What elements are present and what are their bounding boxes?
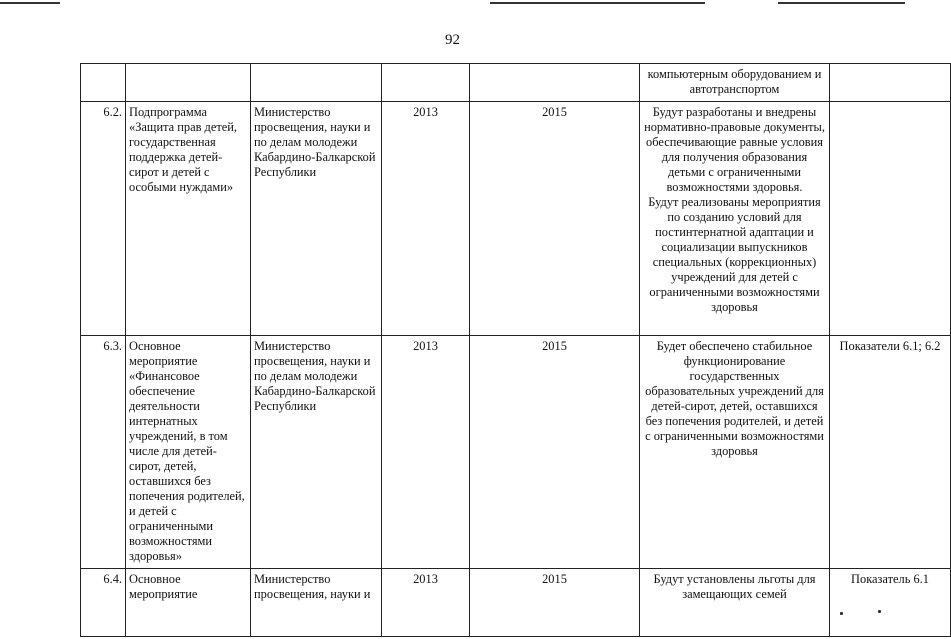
expected-result	[640, 336, 830, 569]
end-year: 2015	[470, 336, 640, 569]
result-paragraph: Будут реализованы мероприятия по созданию условий для постинтернатной адаптации и социализации выпускников специальных (коррекционных) учреждений для детей с ограниченными возможностями здоровья	[648, 195, 821, 314]
table-row	[81, 336, 951, 569]
expected-result	[640, 102, 830, 336]
top-rule-right	[778, 2, 905, 4]
start-year: 2013	[382, 102, 470, 336]
result-paragraph: Будут установлены льготы для замещающих семей	[653, 572, 816, 601]
row-number: 6.3.	[81, 336, 126, 569]
result-paragraph: Будут разработаны и внедрены нормативно-правовые документы, обеспечивающие равные условия для получения образования детьми с ограниченными возможностями здоровья.	[644, 105, 825, 194]
top-rule-middle	[490, 2, 705, 4]
page-number: 92	[445, 32, 460, 48]
expected-result	[640, 64, 830, 102]
activity-name: Подпрограмма «Защита прав детей, государственная поддержка детей-сирот и детей с особыми нуждами»	[126, 102, 251, 336]
end-year: 2015	[470, 569, 640, 637]
program-table	[80, 63, 951, 637]
expected-result	[640, 569, 830, 637]
end-year: 2015	[470, 102, 640, 336]
start-year: 2013	[382, 336, 470, 569]
activity-name: Основное мероприятие «Финансовое обеспечение деятельности интернатных учреждений, в том числе для детей-сирот, детей, оставшихся без попечения родителей, и детей с ограниченными возможностями здоровья»	[126, 336, 251, 569]
top-rule-left	[0, 2, 60, 4]
result-paragraph: Будет обеспечено стабильное функционирование государственных образовательных учреждений для детей-сирот, детей, оставшихся без попечения родителей, и детей с ограниченными возможностями здоровья	[645, 339, 824, 458]
table-row	[81, 569, 951, 637]
end-year	[470, 64, 640, 102]
result-paragraph: компьютерным оборудованием и автотранспортом	[647, 67, 822, 96]
start-year	[382, 64, 470, 102]
scan-speck	[878, 610, 881, 613]
row-number: 6.4.	[81, 569, 126, 637]
table-row	[81, 102, 951, 336]
executor: Министерство просвещения, науки и по делам молодежи Кабардино-Балкарской Республики	[251, 102, 382, 336]
activity-name: Основное мероприятие	[126, 569, 251, 637]
indicator	[830, 102, 951, 336]
indicator: Показатель 6.1	[830, 569, 951, 637]
executor	[251, 64, 382, 102]
start-year: 2013	[382, 569, 470, 637]
activity-name	[126, 64, 251, 102]
indicator	[830, 64, 951, 102]
indicator: Показатели 6.1; 6.2	[830, 336, 951, 569]
row-number	[81, 64, 126, 102]
executor: Министерство просвещения, науки и	[251, 569, 382, 637]
table-row	[81, 64, 951, 102]
executor: Министерство просвещения, науки и по делам молодежи Кабардино-Балкарской Республики	[251, 336, 382, 569]
scan-speck	[840, 612, 843, 615]
row-number: 6.2.	[81, 102, 126, 336]
